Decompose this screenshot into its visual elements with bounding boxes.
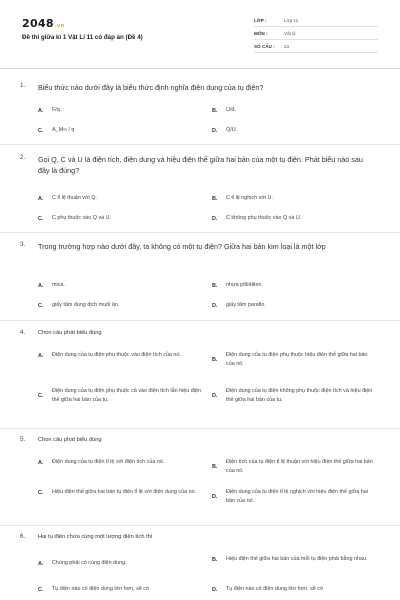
option-d[interactable] <box>212 214 301 223</box>
question-text: Hai tụ điện chứa cùng một lượng điện tích thì <box>38 534 153 540</box>
option-letter: D. <box>212 302 218 309</box>
option-b[interactable] <box>212 281 263 290</box>
option-letter: B. <box>212 107 218 114</box>
option-text: Q/U. <box>226 127 238 133</box>
question-text: Biểu thức nào dưới đây là biểu thức định nghĩa điện dung của tụ điện? <box>38 83 264 92</box>
question-2 <box>20 154 382 228</box>
meta-value: Lớp 11 <box>284 17 299 23</box>
page-header <box>0 0 400 68</box>
question-text: Gọi Q, C và U là điện tích, điện dung và hiệu điện thế giữa hai bản của một tụ điện. Phát biểu nào sau đây là đúng? <box>38 155 363 175</box>
question-text: Chọn câu phát biểu đúng <box>38 437 102 443</box>
option-text: Tụ điện nào có điện dung lớn hơn, sẽ có <box>226 586 323 592</box>
option-b[interactable] <box>212 194 273 203</box>
exam-meta <box>254 14 378 53</box>
option-letter: D. <box>212 586 218 593</box>
logo-text: 2048 <box>22 17 54 30</box>
meta-class <box>254 14 378 27</box>
option-letter: D. <box>212 127 218 134</box>
option-text: nhựa pôliêtilen. <box>226 282 263 288</box>
option-b[interactable] <box>212 351 382 369</box>
option-a[interactable] <box>38 194 97 203</box>
option-text: Hiệu điện thế giữa hai bản tụ điện tỉ lệ với điện dung của nó. <box>52 489 197 495</box>
option-letter: A. <box>38 459 44 466</box>
option-text: Điện dung của tụ điện phụ thuộc vào điện tích của nó. <box>52 352 181 358</box>
header-divider <box>0 68 400 69</box>
question-divider <box>0 320 400 321</box>
question-6 <box>20 533 382 600</box>
question-number: 1. <box>20 82 26 89</box>
option-d[interactable] <box>212 488 382 506</box>
option-letter: B. <box>212 464 218 470</box>
option-c[interactable] <box>38 488 214 497</box>
meta-value: 23 <box>284 43 290 49</box>
question-3 <box>20 241 382 315</box>
option-text: F/q. <box>52 107 62 113</box>
option-letter: A. <box>38 107 44 114</box>
option-c[interactable] <box>38 126 74 135</box>
option-letter: C. <box>38 127 44 134</box>
question-divider <box>0 144 400 145</box>
question-4 <box>20 329 382 425</box>
option-letter: D. <box>212 393 218 399</box>
option-letter: B. <box>212 195 218 202</box>
option-letter: A. <box>38 195 44 202</box>
option-text: C tỉ lệ nghịch với U. <box>226 195 273 201</box>
question-number: 3. <box>20 241 26 248</box>
option-b[interactable] <box>212 106 236 115</box>
question-number: 4. <box>20 329 26 336</box>
option-letter: C. <box>38 489 44 496</box>
question-text: Chọn câu phát biểu đúng <box>38 330 102 336</box>
option-b[interactable] <box>212 555 382 564</box>
question-5 <box>20 436 382 524</box>
option-b[interactable] <box>212 458 382 476</box>
option-letter: A. <box>38 352 44 359</box>
site-logo[interactable] <box>22 17 64 30</box>
option-text: U/d. <box>226 107 236 113</box>
question-number: 5. <box>20 436 26 443</box>
question-number: 6. <box>20 533 26 540</box>
question-number: 2. <box>20 154 26 161</box>
option-text: mica. <box>52 282 65 288</box>
meta-value: Vật lý <box>284 30 296 36</box>
meta-key: MÔN : <box>254 30 268 36</box>
logo-suffix: .vn <box>54 23 65 29</box>
option-letter: A. <box>38 282 44 289</box>
option-text: Hiệu điện thế giữa hai bản của mỗi tụ điện phải bằng nhau. <box>226 556 368 562</box>
option-d[interactable] <box>212 126 237 135</box>
option-text: A_M∞ / q <box>52 127 75 133</box>
option-letter: B. <box>212 282 218 289</box>
meta-subject <box>254 27 378 40</box>
option-letter: D. <box>212 215 218 222</box>
question-text: Trong trường hợp nào dưới đây, ta không có một tụ điện? Giữa hai bản kim loại là một lớp <box>38 242 326 251</box>
question-divider <box>0 232 400 233</box>
option-d[interactable] <box>212 585 382 594</box>
option-a[interactable] <box>38 106 61 115</box>
option-c[interactable] <box>38 214 111 223</box>
option-d[interactable] <box>212 387 382 405</box>
option-letter: C. <box>38 393 44 399</box>
option-letter: B. <box>212 357 218 363</box>
option-text: Điện dung của tụ điện không phụ thuộc điện tích và hiệu điện thế giữa hai bản của tụ. <box>226 388 373 403</box>
option-a[interactable] <box>38 458 214 467</box>
option-text: Điện dung của tụ điện phụ thuộc hiệu điện thế giữa hai bản của nó. <box>226 352 368 367</box>
document-title: Đề thi giữa kì 1 Vật Lí 11 có đáp án (Đề 4) <box>22 34 143 41</box>
option-text: giấy tẩm parafin. <box>226 302 266 308</box>
option-text: Điện dung của tụ điện tỉ lệ với điện tích của nó. <box>52 459 165 465</box>
meta-question-count <box>254 40 378 53</box>
option-letter: D. <box>212 494 218 500</box>
option-letter: C. <box>38 586 44 593</box>
option-text: Điện tích của tụ điện tỉ lệ thuận với hiệu điện thế giữa hai bản của nó. <box>226 459 373 474</box>
option-text: C không phụ thuộc vào Q và U. <box>226 215 302 221</box>
option-d[interactable] <box>212 301 266 310</box>
question-divider <box>0 525 400 526</box>
question-1 <box>20 82 382 142</box>
option-c[interactable] <box>38 301 119 310</box>
option-text: C tỉ lệ thuận với Q. <box>52 195 97 201</box>
meta-key: SỐ CÂU : <box>254 43 275 49</box>
option-letter: B. <box>212 556 218 563</box>
option-text: giấy tẩm dung dịch muối ăn. <box>52 302 120 308</box>
option-letter: C. <box>38 215 44 222</box>
meta-key: LỚP : <box>254 17 267 23</box>
option-c[interactable] <box>38 387 214 405</box>
option-letter: C. <box>38 302 44 309</box>
option-letter: A. <box>38 560 44 567</box>
option-c[interactable] <box>38 585 214 594</box>
option-text: Điện dung của tụ điện tỉ lệ nghịch với hiệu điện thế giữa hai bản của nó. <box>226 489 369 504</box>
option-a[interactable] <box>38 281 65 290</box>
option-text: Chúng phải có cùng điện dung. <box>52 560 127 566</box>
question-divider <box>0 428 400 429</box>
option-a[interactable] <box>38 351 214 360</box>
option-text: Tụ điện nào có điện dung lớn hơn, sẽ có <box>52 586 149 592</box>
option-text: C phụ thuộc vào Q và U. <box>52 215 112 221</box>
option-text: Điện dung của tụ điện phụ thuộc cả vào điện tích lẫn hiệu điện thế giữa hai bản của tụ. <box>52 388 201 403</box>
option-a[interactable] <box>38 559 214 568</box>
